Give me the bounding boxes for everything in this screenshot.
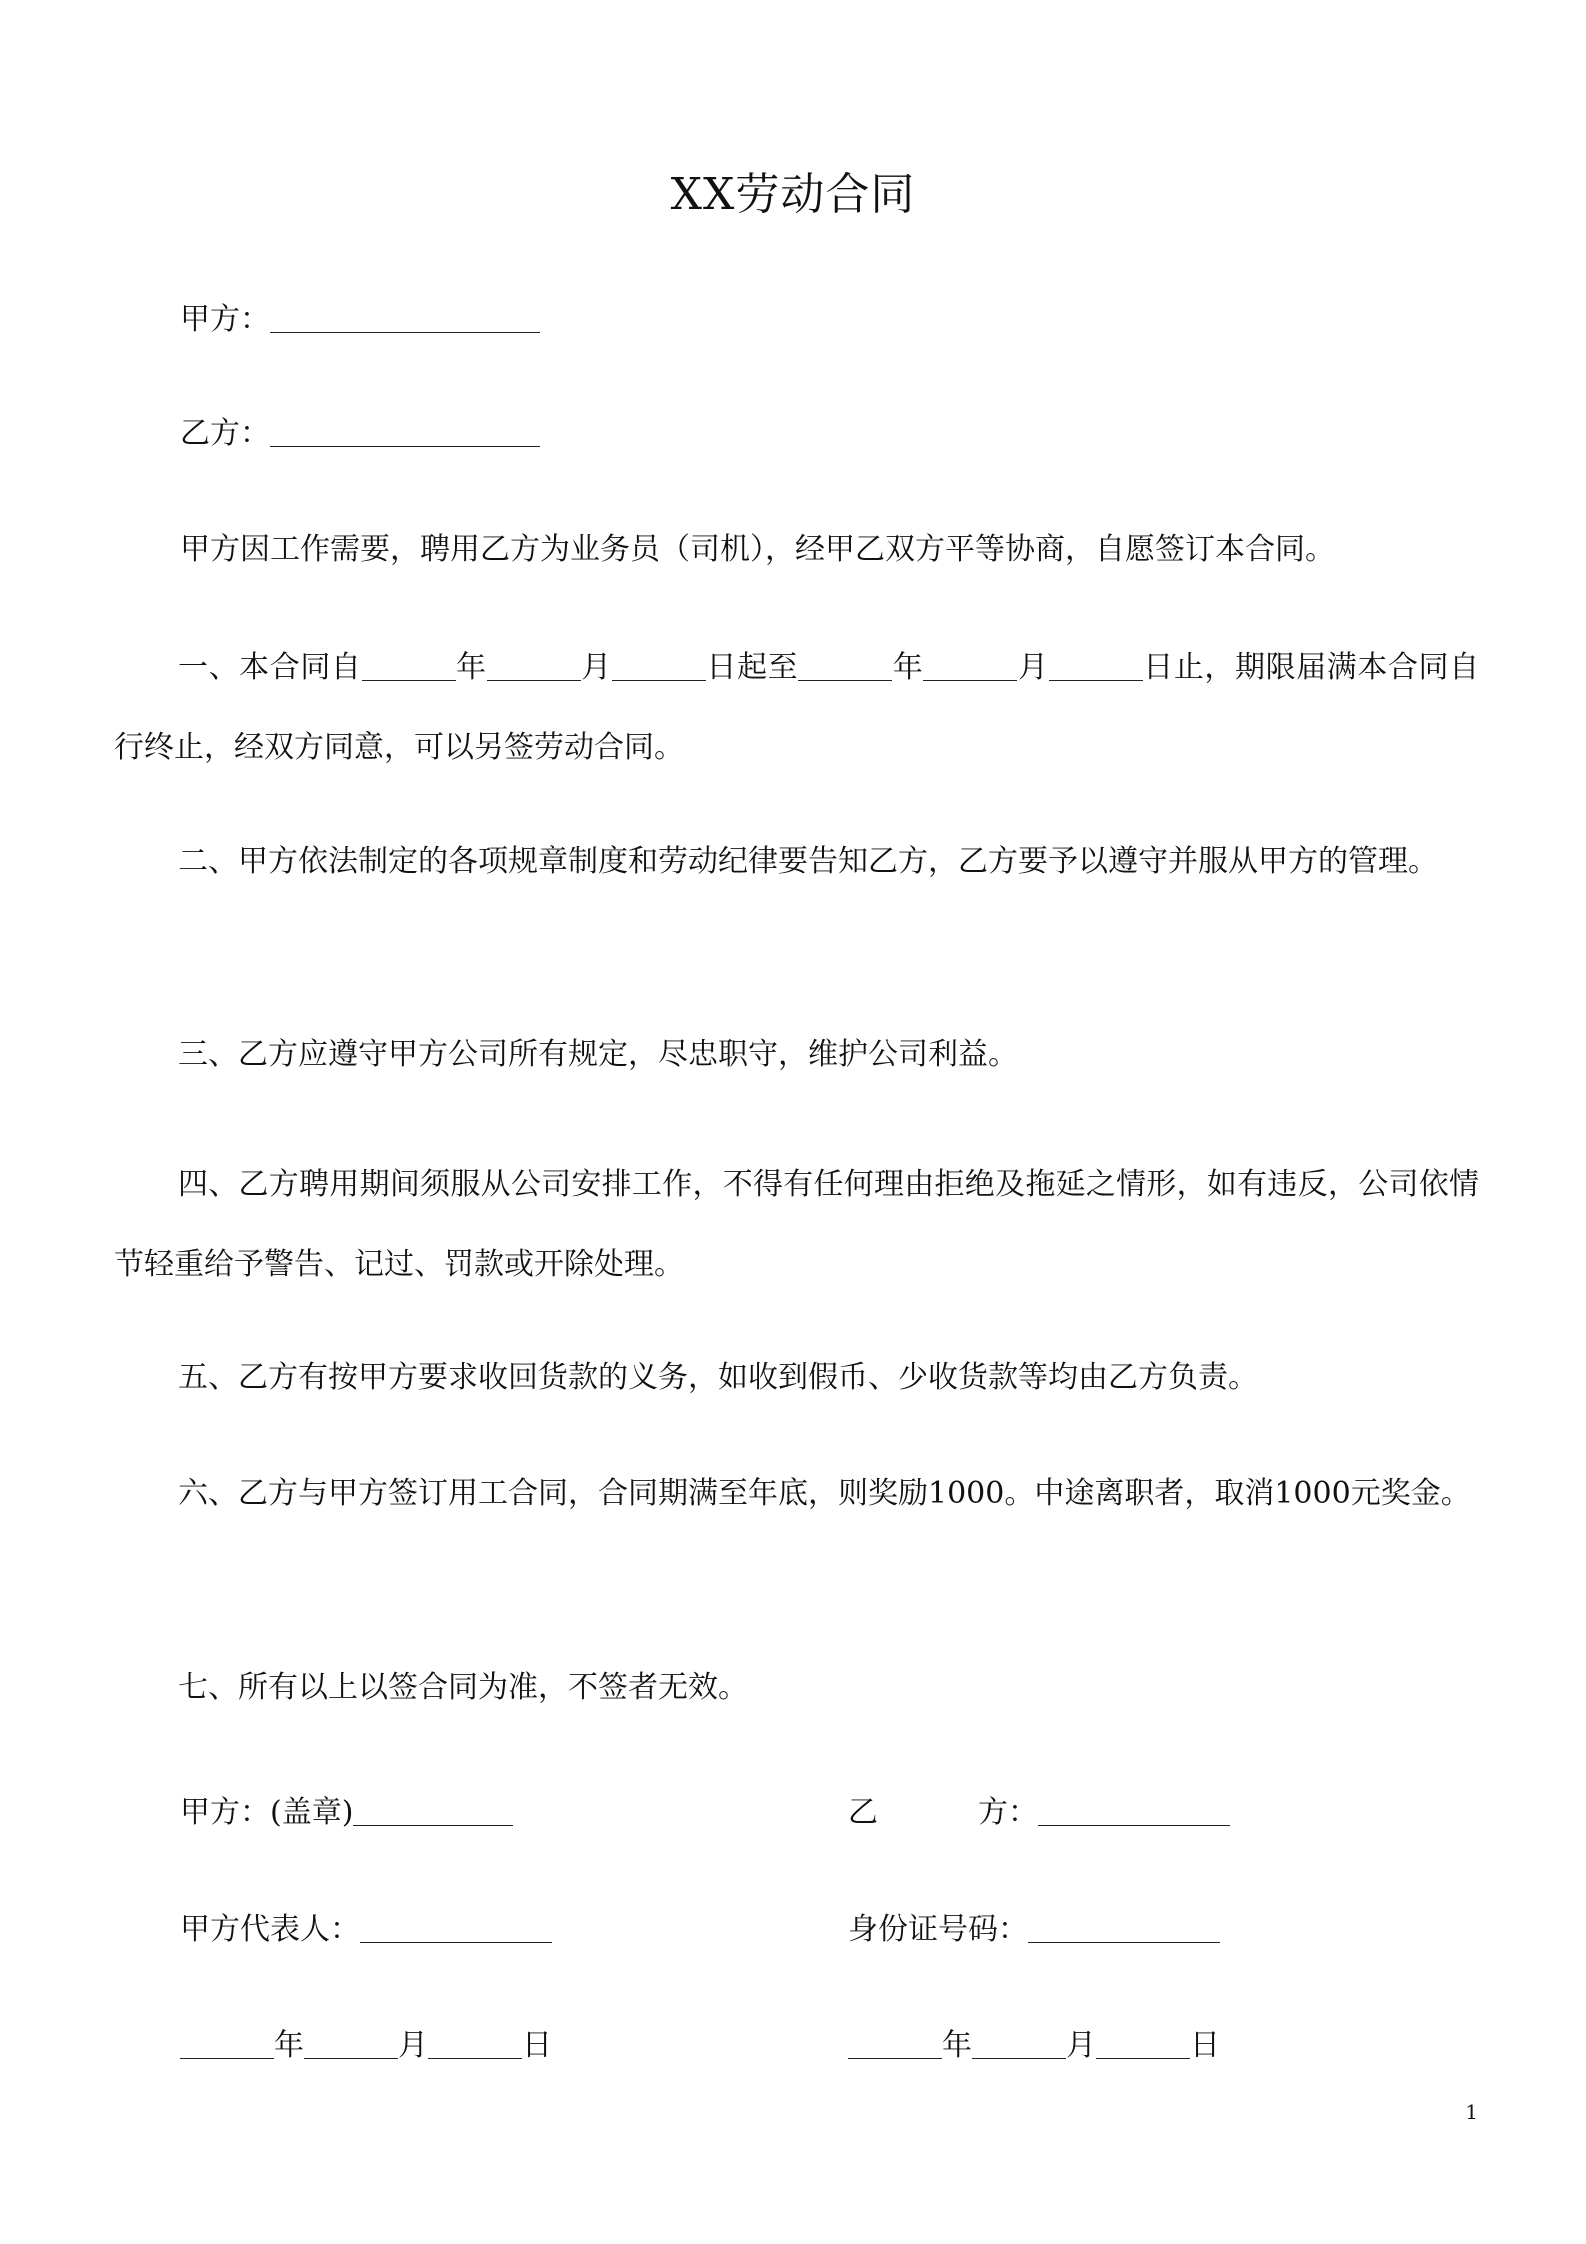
sign-date-right-year: 年 [942,2028,972,2063]
sign-date-left-day: 日 [522,2028,552,2063]
clause-1-day-from: 日起至 [705,650,799,685]
page-number: 1 [1465,2100,1478,2124]
clause-1-end-day-blank[interactable] [1049,653,1143,681]
sign-id-number-line [848,1910,1220,1950]
sign-party-b-blank[interactable] [1038,1798,1230,1826]
document-title: XX劳动合同 [670,169,916,220]
sign-party-b-line [848,1793,1230,1833]
party-a-line [180,300,540,340]
sign-date-right-day-blank[interactable] [1096,2031,1190,2059]
clause-1-start: 一、本合同自 [178,650,362,685]
sign-party-b-first: 乙 [848,1795,878,1830]
clause-1-day-blank[interactable] [612,653,706,681]
sign-date-right-month-blank[interactable] [972,2031,1066,2059]
clause-1-month: 月 [580,650,612,685]
clause-1-end-month: 月 [1017,650,1049,685]
preamble: 甲方因工作需要，聘用乙方为业务员（司机），经甲乙双方平等协商，自愿签订本合同。 [180,532,1335,567]
clause-1-end-month-blank[interactable] [923,653,1017,681]
sign-party-a-seal-label: 甲方：(盖章) [180,1795,354,1830]
clause-7: 七、所有以上以签合同为准，不签者无效。 [178,1670,748,1705]
clause-5: 五、乙方有按甲方要求收回货款的义务，如收到假币、少收货款等均由乙方负责。 [178,1360,1258,1395]
sign-party-a-seal-line [180,1793,513,1833]
clause-1 [114,628,1479,788]
party-b-label: 乙方： [180,416,270,451]
sign-date-left-year-blank[interactable] [180,2031,274,2059]
sign-date-left-year: 年 [274,2028,304,2063]
party-b-blank[interactable] [270,419,540,447]
clause-3: 三、乙方应遵守甲方公司所有规定，尽忠职守，维护公司利益。 [178,1037,1018,1072]
sign-id-number-label: 身份证号码： [848,1912,1028,1947]
sign-date-left-month: 月 [398,2028,428,2063]
sign-date-left [180,2026,552,2066]
sign-party-a-rep-label: 甲方代表人： [180,1912,360,1947]
party-b-line [180,414,540,454]
clause-1-end-year-blank[interactable] [798,653,892,681]
clause-1-day-to: 日止，期限届满本合同自行终止，经双方同意，可以另签劳动合同。 [114,650,1480,765]
clause-1-end-year: 年 [892,650,924,685]
sign-date-right-day: 日 [1190,2028,1220,2063]
sign-id-number-blank[interactable] [1028,1915,1220,1943]
sign-party-a-rep-line [180,1910,552,1950]
clause-2: 二、甲方依法制定的各项规章制度和劳动纪律要告知乙方，乙方要予以遵守并服从甲方的管理。 [178,844,1438,879]
party-a-blank[interactable] [270,305,540,333]
sign-party-a-seal-blank[interactable] [353,1798,513,1826]
sign-party-a-rep-blank[interactable] [360,1915,552,1943]
clause-1-year-blank[interactable] [362,653,456,681]
sign-date-left-day-blank[interactable] [428,2031,522,2059]
clause-1-year: 年 [455,650,487,685]
sign-date-right [848,2026,1220,2066]
clause-1-month-blank[interactable] [487,653,581,681]
clause-6: 六、乙方与甲方签订用工合同，合同期满至年底，则奖励1000。中途离职者，取消1000元奖金。 [178,1476,1471,1511]
sign-date-right-month: 月 [1066,2028,1096,2063]
party-a-label: 甲方： [180,302,270,337]
sign-party-b-second: 方： [978,1795,1038,1830]
sign-date-right-year-blank[interactable] [848,2031,942,2059]
clause-4: 四、乙方聘用期间须服从公司安排工作，不得有任何理由拒绝及拖延之情形，如有违反，公司依情节轻重给予警告、记过、罚款或开除处理。 [114,1167,1479,1282]
sign-date-left-month-blank[interactable] [304,2031,398,2059]
